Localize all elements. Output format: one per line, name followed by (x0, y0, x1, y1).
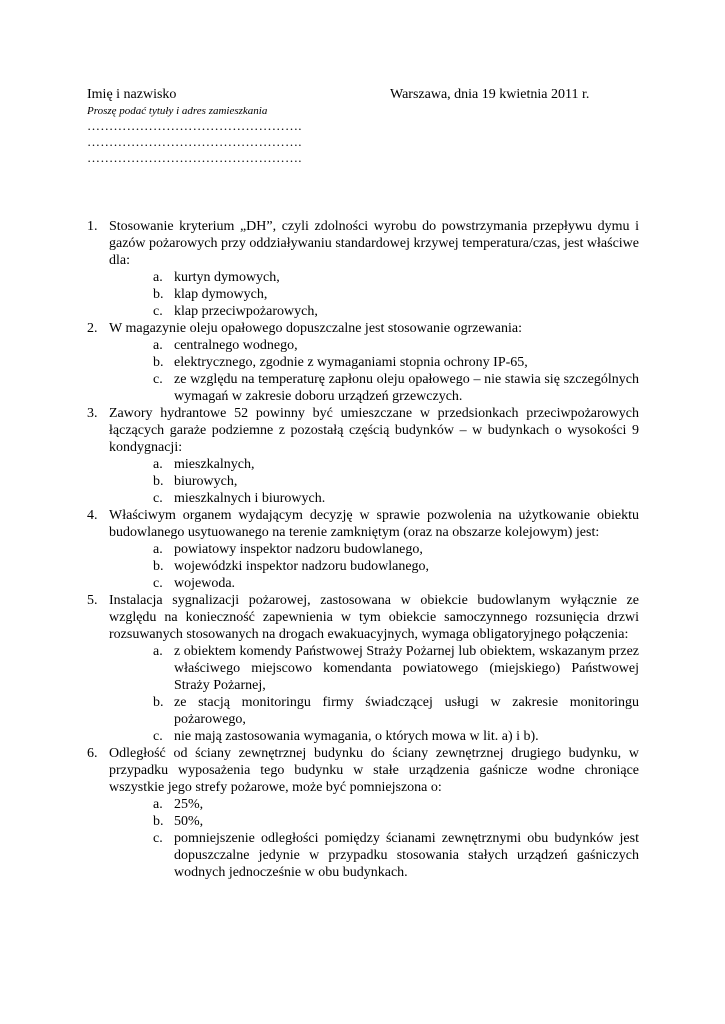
option-letter: b. (153, 814, 164, 829)
answer-options (109, 541, 639, 592)
option-text: 50%, (174, 814, 204, 829)
option-letter: c. (153, 729, 163, 744)
question-number: 3. (87, 406, 98, 421)
question-list (87, 218, 639, 881)
question-number: 1. (87, 219, 98, 234)
option-text: elektrycznego, zgodnie z wymaganiami stopnia ochrony IP-65, (174, 355, 528, 370)
option-text: mieszkalnych, (174, 457, 255, 472)
question-text: Właściwym organem wydającym decyzję w sprawie pozwolenia na użytkowanie obiektu budowlanego usytuowanego na terenie zamkniętym (oraz na obszarze kolejowym) jest: (109, 508, 639, 540)
option-text: mieszkalnych i biurowych. (174, 491, 326, 506)
question-number: 6. (87, 746, 98, 761)
option-text: biurowych, (174, 474, 238, 489)
answer-option (153, 473, 639, 490)
answer-option (153, 303, 639, 320)
option-letter: b. (153, 355, 164, 370)
answer-option (153, 830, 639, 881)
header-left (87, 86, 367, 166)
option-text: kurtyn dymowych, (174, 270, 280, 285)
option-letter: b. (153, 287, 164, 302)
answer-option (153, 728, 639, 745)
dotted-line: …………………………………………. (87, 118, 302, 133)
answer-option (153, 286, 639, 303)
address-hint: Proszę podać tytuły i adres zamieszkania (87, 105, 268, 117)
dotted-line: …………………………………………. (87, 134, 302, 149)
option-text: centralnego wodnego, (174, 338, 298, 353)
answer-options (109, 337, 639, 405)
question-number: 5. (87, 593, 98, 608)
answer-option (153, 813, 639, 830)
answer-option (153, 796, 639, 813)
option-letter: a. (153, 542, 163, 557)
question-number: 4. (87, 508, 98, 523)
answer-option (153, 558, 639, 575)
question-item (87, 405, 639, 507)
option-letter: a. (153, 644, 163, 659)
option-text: 25%, (174, 797, 204, 812)
question-item (87, 592, 639, 745)
answer-option (153, 643, 639, 694)
answer-option (153, 354, 639, 371)
option-letter: c. (153, 831, 163, 846)
question-text: Instalacja sygnalizacji pożarowej, zastosowana w obiekcie budowlanym wyłącznie ze względu na konieczność zapewnienia w tym obiekcie samoczynnego rozsunięcia drzwi rozsuwanych stosowanych na drogach ewakuacyjnych, wymaga obligatoryjnego połączenia: (109, 593, 639, 642)
answer-option (153, 490, 639, 507)
answer-options (109, 456, 639, 507)
answer-option (153, 269, 639, 286)
answer-option (153, 575, 639, 592)
answer-options (109, 643, 639, 745)
answer-option (153, 371, 639, 405)
date-line: Warszawa, dnia 19 kwietnia 2011 r. (390, 87, 590, 102)
question-text: Zawory hydrantowe 52 powinny być umieszczane w przedsionkach przeciwpożarowych łączących garaże podziemne z pozostałą częścią budynków – w budynkach o wysokości 9 kondygnacji: (109, 406, 639, 455)
dotted-line: …………………………………………. (87, 150, 302, 165)
question-text: W magazynie oleju opałowego dopuszczalne jest stosowanie ogrzewania: (109, 321, 522, 336)
question-text: Stosowanie kryterium „DH”, czyli zdolności wyrobu do powstrzymania przepływu dymu i gazów pożarowych przy oddziaływaniu standardowej krzywej temperatura/czas, jest właściwe dla: (109, 219, 639, 268)
option-letter: b. (153, 474, 164, 489)
option-text: pomniejszenie odległości pomiędzy ścianami zewnętrznymi obu budynków jest dopuszczalne jedynie w przypadku stosowania stałych urządzeń gaśniczych wodnych jednocześnie w obu budynkach. (174, 831, 639, 880)
answer-option (153, 694, 639, 728)
answer-option (153, 337, 639, 354)
option-letter: a. (153, 797, 163, 812)
option-text: wojewódzki inspektor nadzoru budowlanego, (174, 559, 430, 574)
option-letter: a. (153, 457, 163, 472)
option-letter: c. (153, 304, 163, 319)
option-letter: b. (153, 695, 164, 710)
question-number: 2. (87, 321, 98, 336)
option-text: z obiektem komendy Państwowej Straży Pożarnej lub obiektem, wskazanym przez właściwego miejscowo komendanta powiatowego (miejskiego) Państwowej Straży Pożarnej, (174, 644, 639, 693)
question-item (87, 320, 639, 405)
option-letter: c. (153, 491, 163, 506)
question-text: Odległość od ściany zewnętrznej budynku do ściany zewnętrznej drugiego budynku, w przypadku wyposażenia tego budynku w stałe urządzenia gaśnicze wodne chroniące wszystkie jego strefy pożarowe, może być pomniejszona o: (109, 746, 639, 795)
answer-option (153, 456, 639, 473)
option-text: wojewoda. (174, 576, 236, 591)
question-item (87, 218, 639, 320)
question-item (87, 507, 639, 592)
option-letter: a. (153, 338, 163, 353)
answer-option (153, 541, 639, 558)
option-letter: c. (153, 576, 163, 591)
option-text: klap dymowych, (174, 287, 268, 302)
option-text: klap przeciwpożarowych, (174, 304, 318, 319)
answer-options (109, 796, 639, 881)
option-letter: a. (153, 270, 163, 285)
option-text: nie mają zastosowania wymagania, o których mowa w lit. a) i b). (174, 729, 539, 744)
question-item (87, 745, 639, 881)
option-text: powiatowy inspektor nadzoru budowlanego, (174, 542, 423, 557)
option-letter: b. (153, 559, 164, 574)
option-text: ze stacją monitoringu firmy świadczącej usługi w zakresie monitoringu pożarowego, (174, 695, 639, 727)
answer-options (109, 269, 639, 320)
name-label: Imię i nazwisko (87, 87, 177, 102)
option-text: ze względu na temperaturę zapłonu oleju opałowego – nie stawia się szczególnych wymagań w zakresie doboru urządzeń grzewczych. (174, 372, 639, 404)
option-letter: c. (153, 372, 163, 387)
